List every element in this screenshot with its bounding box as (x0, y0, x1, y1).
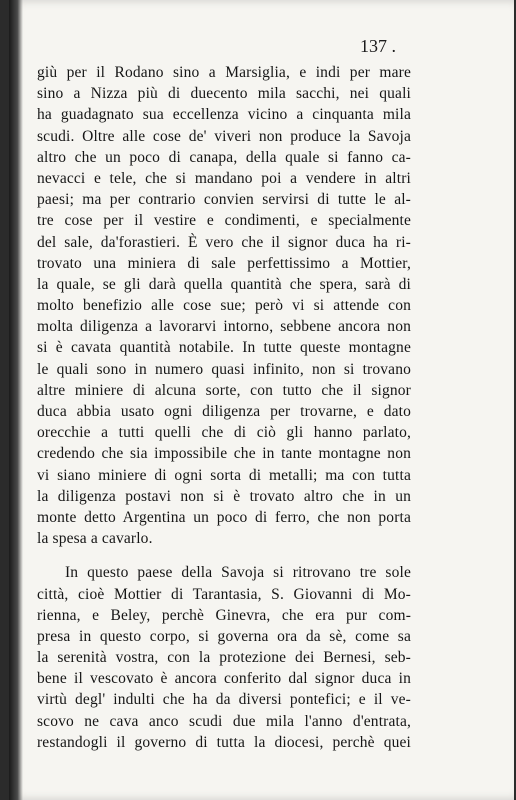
paragraph-1 (37, 62, 411, 549)
book-page (9, 0, 514, 800)
text-line: virtù degl' indulti che ha da diversi pontefici; e il ve- (37, 691, 411, 709)
body-text (37, 62, 411, 753)
text-line: sino a Nizza più di duecento mila sacchi, nei quali (37, 85, 411, 103)
text-line: restandogli il governo di tutta la diocesi, perchè quei (37, 733, 411, 751)
paragraph-2 (37, 562, 411, 753)
text-line: del sale, da'forastieri. È vero che il signor duca ha ri- (37, 233, 411, 251)
text-line: credendo che sia impossibile che in tante montagne non (37, 445, 411, 463)
text-line: ha guadagnato sua eccellenza vicino a cinquanta mila (37, 106, 411, 124)
text-line: città, cioè Mottier di Tarantasia, S. Giovanni di Mo- (37, 585, 411, 603)
text-line: scudi. Oltre alle cose de' viveri non produce la Savoja (37, 127, 411, 145)
binding-shadow (9, 0, 23, 800)
text-line: molto benefizio alle cose sue; però vi si attende con (37, 297, 411, 315)
text-line: bene il vescovato è ancora conferito dal signor duca in (37, 670, 411, 688)
text-line: la serenità vostra, con la protezione dei Bernesi, seb- (37, 649, 411, 667)
page-number: 137 . (360, 36, 396, 56)
text-line: giù per il Rodano sino a Marsiglia, e indi per mare (37, 64, 411, 81)
text-line: vi siano miniere di ogni sorta di metalli; ma con tutta (37, 466, 411, 484)
text-line: scovo ne cava anco scudi due mila l'anno d'entrata, (37, 712, 411, 730)
text-line: In questo paese della Savoja si ritrovano tre sole (65, 564, 411, 582)
text-line: presa in questo corpo, si governa ora da sè, come sa (37, 627, 411, 645)
text-line: le quali sono in numero quasi infinito, non si trovano (37, 360, 411, 378)
text-line: la diligenza postavi non si è trovato altro che in un (37, 487, 411, 505)
text-line: si è cavata quantità notabile. In tutte queste montagne (37, 339, 411, 357)
paragraph-gap (37, 549, 411, 562)
text-line: la spesa a cavarlo. (37, 530, 153, 548)
text-line: molta diligenza a lavorarvi intorno, sebbene ancora non (37, 318, 411, 336)
text-line: monte detto Argentina un poco di ferro, che non porta (37, 508, 411, 526)
text-line: tre cose per il vestire e condimenti, e specialmente (37, 212, 411, 230)
text-line: altre miniere di alcuna sorte, con tutto che il signor (37, 381, 411, 399)
text-line: altro che un poco di canapa, della quale si fanno ca- (37, 148, 411, 166)
text-line: orecchie a tutti quelli che di ciò gli hanno parlato, (37, 424, 411, 442)
text-line: paesi; ma per contrario convien servirsi di tutte le al- (37, 191, 411, 209)
text-line: nevacci e tele, che si mandano poi a vendere in altri (37, 169, 411, 187)
text-line: trovato una miniera di sale perfettissimo a Mottier, (37, 254, 411, 272)
text-line: rienna, e Beley, perchè Ginevra, che era pur com- (37, 606, 411, 624)
text-line: duca abbia usato ogni diligenza per trovarne, e dato (37, 403, 411, 420)
text-line: la quale, se gli darà quella quantità che spera, sarà di (37, 275, 411, 293)
